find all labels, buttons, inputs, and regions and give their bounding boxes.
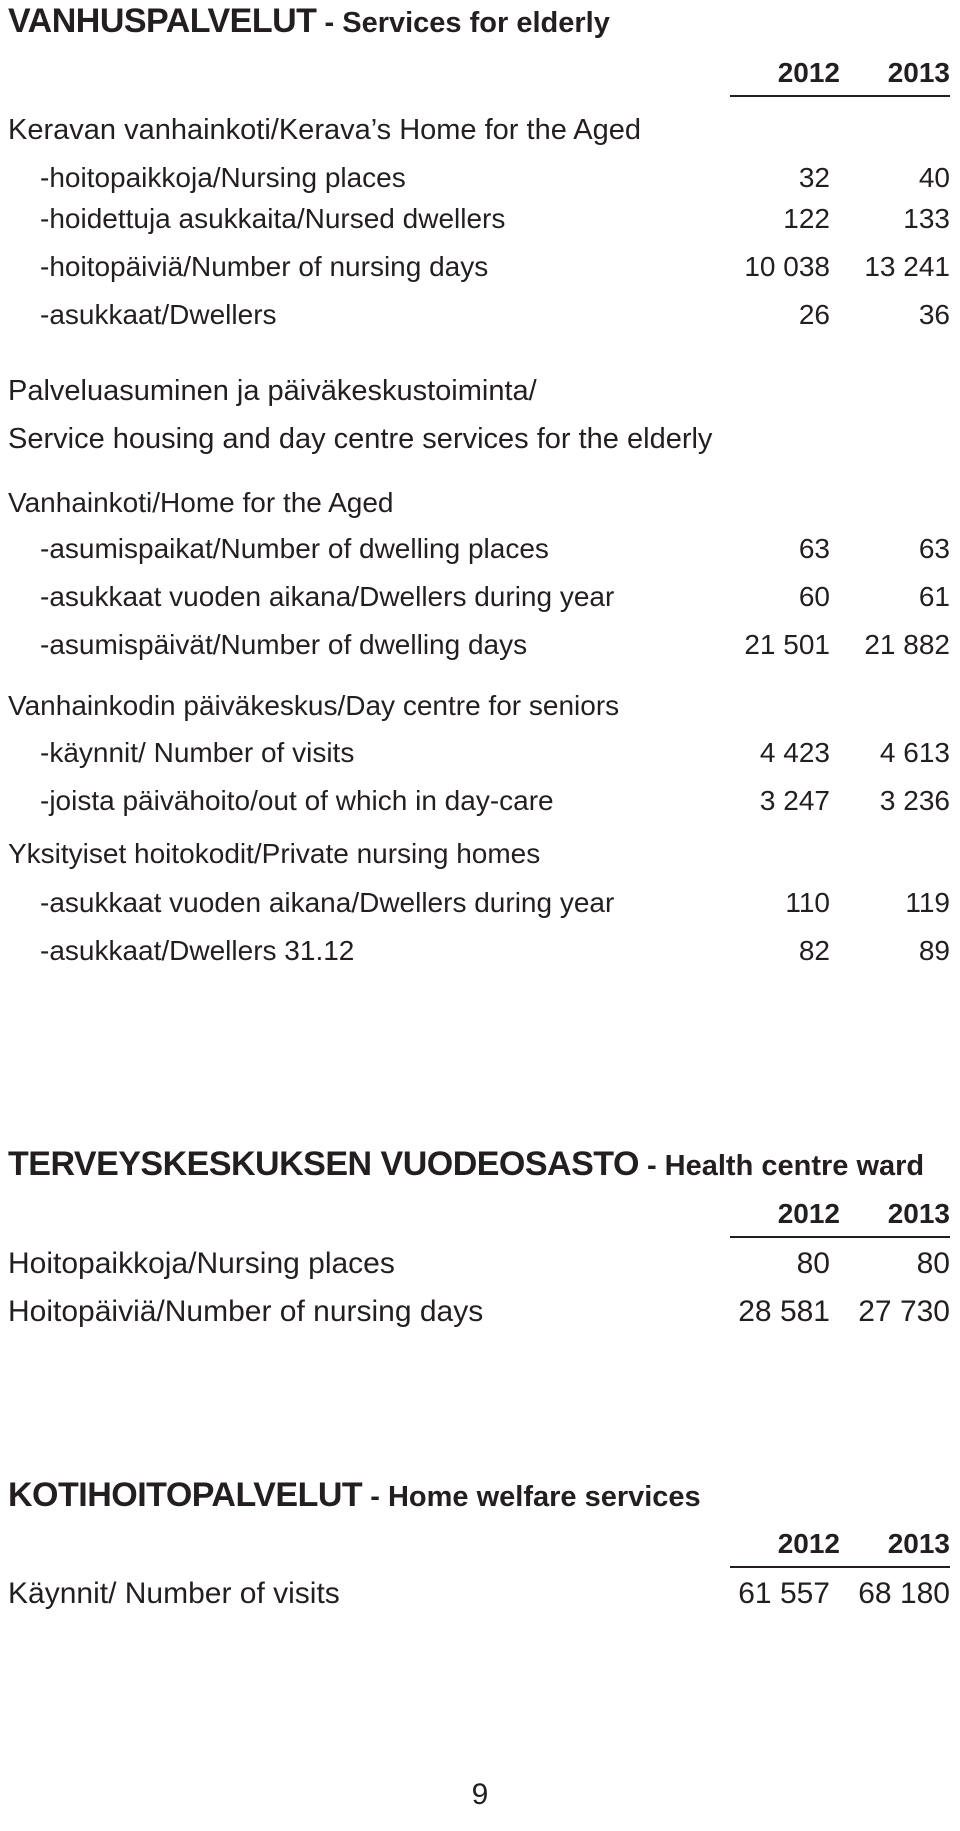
value-2013: 61 bbox=[918, 581, 950, 612]
table-row bbox=[0, 1295, 950, 1335]
group-heading: Vanhainkodin päiväkeskus/Day centre for seniors bbox=[8, 690, 620, 721]
value-2012: 21 501 bbox=[744, 629, 830, 660]
row-label: -asukkaat vuoden aikana/Dwellers during year bbox=[40, 581, 615, 612]
section-title-sub: - Services for elderly bbox=[316, 7, 610, 39]
row-label: -asumispäivät/Number of dwelling days bbox=[40, 629, 528, 660]
group-heading: Yksityiset hoitokodit/Private nursing homes bbox=[8, 838, 541, 869]
group-heading: Palveluasuminen ja päiväkeskustoiminta/ bbox=[8, 375, 537, 407]
value-2013: 13 241 bbox=[864, 251, 950, 282]
value-2012: 32 bbox=[798, 162, 830, 193]
year-2012-label: 2012 bbox=[777, 1198, 840, 1229]
table-row bbox=[0, 162, 950, 202]
year-2013-label: 2013 bbox=[887, 1528, 950, 1559]
value-2012: 10 038 bbox=[744, 251, 830, 282]
value-2013: 63 bbox=[918, 533, 950, 564]
table-row bbox=[0, 737, 950, 777]
row-label: -hoitopäiviä/Number of nursing days bbox=[40, 251, 489, 282]
year-header-elderly bbox=[730, 55, 950, 97]
row-label: Käynnit/ Number of visits bbox=[8, 1577, 340, 1610]
value-2013: 21 882 bbox=[864, 629, 950, 660]
row-label: -asukkaat/Dwellers 31.12 bbox=[40, 935, 355, 966]
table-row bbox=[0, 785, 950, 825]
table-row bbox=[0, 935, 950, 975]
table-row bbox=[0, 887, 950, 927]
year-2013-label: 2013 bbox=[887, 57, 950, 88]
value-2013: 68 180 bbox=[858, 1577, 950, 1610]
table-row bbox=[0, 1247, 950, 1287]
value-2013: 89 bbox=[918, 935, 950, 966]
section-title-sub: - Health centre ward bbox=[638, 1150, 925, 1182]
table-row bbox=[0, 299, 950, 339]
value-2012: 82 bbox=[798, 935, 830, 966]
value-2012: 110 bbox=[785, 887, 830, 918]
table-row bbox=[0, 251, 950, 291]
year-2013-label: 2013 bbox=[887, 1198, 950, 1229]
value-2013: 4 613 bbox=[879, 737, 950, 768]
section-title-home-welfare bbox=[8, 1476, 701, 1515]
section-title-main: TERVEYSKESKUKSEN VUODEOSASTO bbox=[8, 1145, 639, 1183]
table-row bbox=[0, 203, 950, 243]
section-title-sub: - Home welfare services bbox=[362, 1481, 701, 1513]
value-2012: 28 581 bbox=[738, 1295, 830, 1328]
value-2012: 60 bbox=[798, 581, 830, 612]
value-2013: 40 bbox=[918, 162, 950, 193]
group-heading: Service housing and day centre services for the elderly bbox=[8, 423, 713, 455]
value-2012: 3 247 bbox=[759, 785, 830, 816]
year-2012-label: 2012 bbox=[777, 1528, 840, 1559]
year-header-health-ward bbox=[730, 1196, 950, 1238]
year-header-home-welfare bbox=[730, 1526, 950, 1568]
table-row bbox=[0, 1577, 950, 1617]
group-heading: Keravan vanhainkoti/Kerava’s Home for the Aged bbox=[8, 114, 642, 146]
value-2013: 27 730 bbox=[858, 1295, 950, 1328]
row-label: -käynnit/ Number of visits bbox=[40, 737, 355, 768]
section-title-health-ward bbox=[8, 1145, 924, 1184]
value-2012: 80 bbox=[796, 1247, 830, 1280]
value-2013: 133 bbox=[903, 203, 950, 234]
value-2013: 3 236 bbox=[879, 785, 950, 816]
value-2012: 122 bbox=[783, 203, 830, 234]
value-2013: 80 bbox=[916, 1247, 950, 1280]
row-label: -joista päivähoito/out of which in day-care bbox=[40, 785, 554, 816]
group-heading: Vanhainkoti/Home for the Aged bbox=[8, 487, 394, 518]
table-row bbox=[0, 533, 950, 573]
value-2012: 61 557 bbox=[738, 1577, 830, 1610]
value-2012: 63 bbox=[798, 533, 830, 564]
section-title-main: KOTIHOITOPALVELUT bbox=[8, 1476, 363, 1514]
table-row bbox=[0, 629, 950, 669]
section-title-elderly bbox=[8, 2, 610, 41]
row-label: -hoidettuja asukkaita/Nursed dwellers bbox=[40, 203, 506, 234]
value-2012: 4 423 bbox=[759, 737, 830, 768]
value-2012: 26 bbox=[798, 299, 830, 330]
row-label: Hoitopaikkoja/Nursing places bbox=[8, 1247, 395, 1280]
year-2012-label: 2012 bbox=[777, 57, 840, 88]
row-label: -hoitopaikkoja/Nursing places bbox=[40, 162, 406, 193]
row-label: -asumispaikat/Number of dwelling places bbox=[40, 533, 549, 564]
section-title-main: VANHUSPALVELUT bbox=[8, 2, 317, 40]
row-label: -asukkaat vuoden aikana/Dwellers during year bbox=[40, 887, 615, 918]
row-label: Hoitopäiviä/Number of nursing days bbox=[8, 1295, 484, 1328]
row-label: -asukkaat/Dwellers bbox=[40, 299, 277, 330]
value-2013: 119 bbox=[905, 887, 950, 918]
page-number: 9 bbox=[471, 1778, 489, 1811]
table-row bbox=[0, 581, 950, 621]
value-2013: 36 bbox=[918, 299, 950, 330]
